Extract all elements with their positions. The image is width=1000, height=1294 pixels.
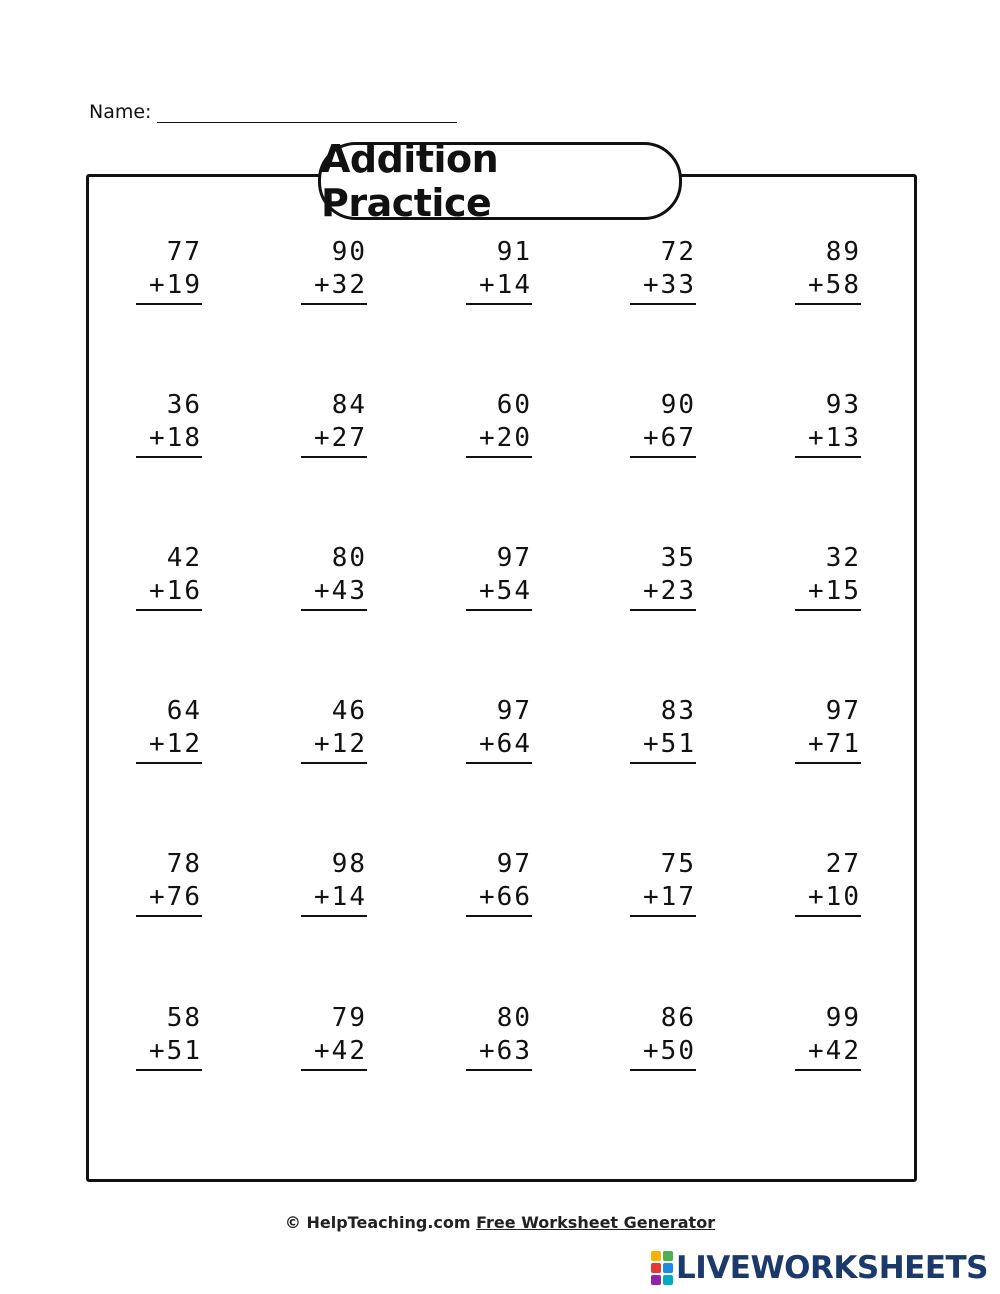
- problem-bottom-number: +14: [301, 881, 367, 917]
- problem-bottom-number: +13: [795, 422, 861, 458]
- addition-problem: [136, 236, 202, 305]
- problem-bottom-number: +54: [466, 575, 532, 611]
- footer-generator-link[interactable]: Free Worksheet Generator: [476, 1213, 716, 1232]
- problem-bottom-number: +23: [630, 575, 696, 611]
- addition-problem: [795, 542, 861, 611]
- problem-bottom-number: +43: [301, 575, 367, 611]
- addition-problem: [795, 695, 861, 764]
- addition-problem: [466, 1002, 532, 1071]
- addition-problem: [795, 389, 861, 458]
- problem-bottom-number: +51: [630, 728, 696, 764]
- addition-problem: [136, 695, 202, 764]
- addition-problem: [466, 848, 532, 917]
- liveworksheets-logo-icon: [651, 1251, 673, 1285]
- addition-problem: [466, 389, 532, 458]
- problem-bottom-number: +42: [795, 1035, 861, 1071]
- addition-problem: [301, 389, 367, 458]
- problem-top-number: 97: [496, 696, 532, 726]
- problem-top-number: 46: [331, 696, 367, 726]
- problem-bottom-number: +12: [136, 728, 202, 764]
- problem-top-number: 83: [660, 696, 696, 726]
- problem-top-number: 27: [825, 849, 861, 879]
- problem-bottom-number: +64: [466, 728, 532, 764]
- logo-block: [651, 1263, 661, 1273]
- addition-problem: [136, 1002, 202, 1071]
- problem-top-number: 60: [496, 390, 532, 420]
- footer: [0, 1213, 1000, 1232]
- problem-top-number: 90: [660, 390, 696, 420]
- addition-problem: [630, 848, 696, 917]
- problem-bottom-number: +66: [466, 881, 532, 917]
- addition-problem: [136, 848, 202, 917]
- logo-block: [663, 1275, 673, 1285]
- footer-copyright: © HelpTeaching.com: [284, 1213, 471, 1232]
- problem-bottom-number: +15: [795, 575, 861, 611]
- problem-bottom-number: +58: [795, 269, 861, 305]
- problem-top-number: 93: [825, 390, 861, 420]
- addition-problem: [795, 236, 861, 305]
- problem-top-number: 64: [166, 696, 202, 726]
- problem-top-number: 91: [496, 237, 532, 267]
- problem-bottom-number: +63: [466, 1035, 532, 1071]
- worksheet-title: [318, 137, 682, 225]
- problem-bottom-number: +50: [630, 1035, 696, 1071]
- problem-top-number: 97: [496, 849, 532, 879]
- problem-top-number: 58: [166, 1003, 202, 1033]
- addition-problem: [795, 1002, 861, 1071]
- problem-bottom-number: +18: [136, 422, 202, 458]
- addition-problem: [301, 1002, 367, 1071]
- problem-top-number: 80: [331, 543, 367, 573]
- problem-top-number: 99: [825, 1003, 861, 1033]
- addition-problem: [466, 236, 532, 305]
- problem-top-number: 72: [660, 237, 696, 267]
- problem-bottom-number: +51: [136, 1035, 202, 1071]
- problem-bottom-number: +16: [136, 575, 202, 611]
- problem-top-number: 90: [331, 237, 367, 267]
- problem-top-number: 84: [331, 390, 367, 420]
- problem-bottom-number: +32: [301, 269, 367, 305]
- logo-block: [651, 1251, 661, 1261]
- addition-problem: [795, 848, 861, 917]
- addition-problem: [301, 542, 367, 611]
- problem-top-number: 97: [825, 696, 861, 726]
- problem-top-number: 77: [166, 237, 202, 267]
- problem-bottom-number: +67: [630, 422, 696, 458]
- problem-top-number: 79: [331, 1003, 367, 1033]
- addition-problem: [630, 389, 696, 458]
- problem-top-number: 42: [166, 543, 202, 573]
- problem-bottom-number: +42: [301, 1035, 367, 1071]
- name-label: Name:: [89, 101, 152, 123]
- addition-problem: [301, 848, 367, 917]
- liveworksheets-logo: [651, 1250, 988, 1286]
- problem-top-number: 35: [660, 543, 696, 573]
- problem-top-number: 36: [166, 390, 202, 420]
- problem-top-number: 86: [660, 1003, 696, 1033]
- worksheet-title-text: Addition Practice: [321, 137, 499, 225]
- problem-top-number: 80: [496, 1003, 532, 1033]
- addition-problem: [630, 542, 696, 611]
- problem-bottom-number: +27: [301, 422, 367, 458]
- problem-top-number: 75: [660, 849, 696, 879]
- name-field-line[interactable]: [157, 100, 457, 123]
- problem-bottom-number: +76: [136, 881, 202, 917]
- problem-top-number: 89: [825, 237, 861, 267]
- problem-bottom-number: +33: [630, 269, 696, 305]
- liveworksheets-logo-text: LIVEWORKSHEETS: [676, 1250, 988, 1286]
- addition-problem: [466, 695, 532, 764]
- addition-problem: [136, 542, 202, 611]
- problem-top-number: 32: [825, 543, 861, 573]
- problem-bottom-number: +71: [795, 728, 861, 764]
- problem-top-number: 97: [496, 543, 532, 573]
- problem-bottom-number: +14: [466, 269, 532, 305]
- addition-problem: [466, 542, 532, 611]
- addition-problem: [630, 695, 696, 764]
- name-row: [89, 100, 457, 123]
- addition-problem: [630, 1002, 696, 1071]
- problem-bottom-number: +17: [630, 881, 696, 917]
- addition-problem: [630, 236, 696, 305]
- problem-top-number: 98: [331, 849, 367, 879]
- logo-block: [663, 1251, 673, 1261]
- problem-top-number: 78: [166, 849, 202, 879]
- logo-block: [663, 1263, 673, 1273]
- problem-bottom-number: +12: [301, 728, 367, 764]
- problem-bottom-number: +19: [136, 269, 202, 305]
- problem-bottom-number: +20: [466, 422, 532, 458]
- logo-block: [651, 1275, 661, 1285]
- addition-problem: [301, 695, 367, 764]
- addition-problem: [136, 389, 202, 458]
- problem-bottom-number: +10: [795, 881, 861, 917]
- addition-problem: [301, 236, 367, 305]
